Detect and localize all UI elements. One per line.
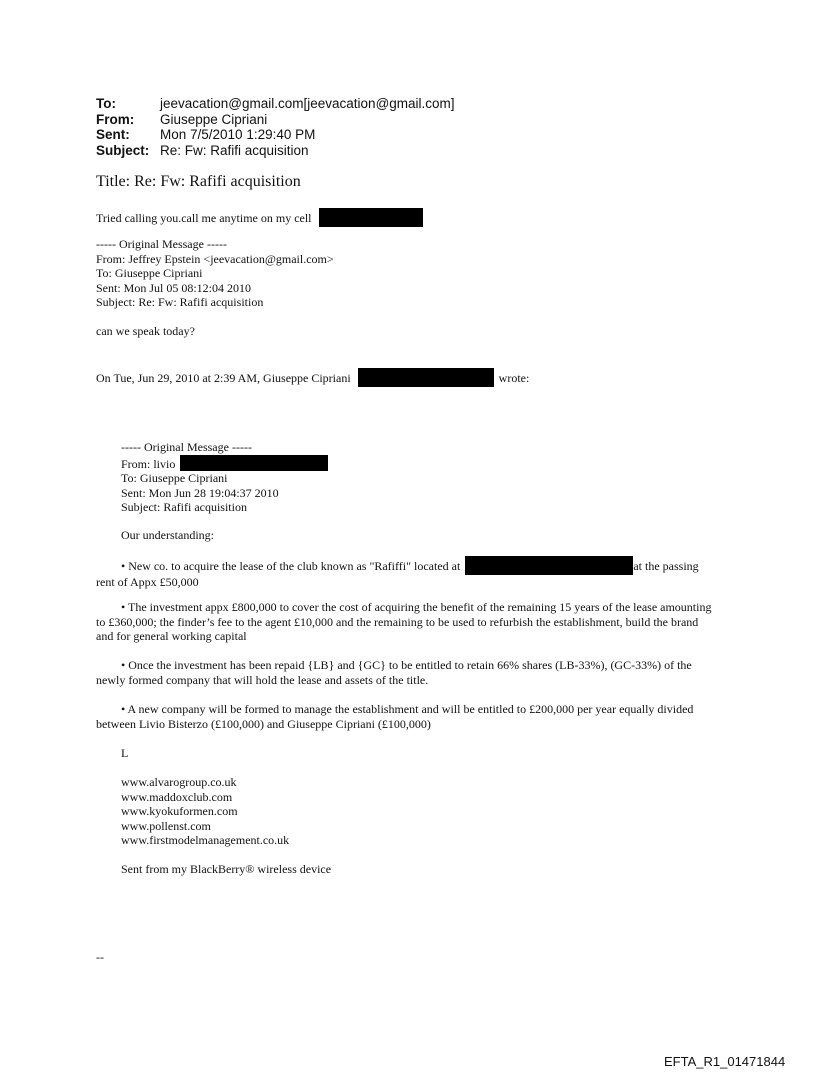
bullet-2: • The investment appx £800,000 to cover the cost of acquiring the benefit of the remaining 15 years of the lease amounting to £360,000; the finder’s fee to the agent £10,000 and the remaining to be used to refurbish the establishment, build the brand and for general working capital [96,600,712,644]
sent-label: Sent: [96,127,130,142]
from-value: Giuseppe Cipriani [160,111,268,127]
original-message-1 [96,237,334,310]
intro-text: Our understanding: [121,528,214,542]
device-signature: Sent from my BlackBerry® wireless device [121,862,332,876]
bullet-4: • A new company will be formed to manage the establishment and will be entitled to £200,000 per year equally divided between Livio Bisterzo (£100,000) and Giuseppe Cipriani (£100,000) [96,702,694,731]
to-label: To: [96,96,116,111]
link-item[interactable]: www.kyokuformen.com [121,804,238,819]
sent-row [96,127,455,143]
subject-value: Re: Fw: Rafifi acquisition [160,142,309,158]
subject-row [96,143,455,159]
original-message-2 [121,440,328,515]
redaction-box [180,455,328,471]
quote-before: On Tue, Jun 29, 2010 at 2:39 AM, Giuseppe Cipriani [96,371,351,385]
bullet-3: • Once the investment has been repaid {LB} and {GC} to be entitled to retain 66% shares (LB-33%), (GC-33%) of the newly formed company that will hold the lease and assets of the title. [96,658,692,687]
bullet-1-after: at the passing [633,559,699,573]
orig2-subject: Subject: Rafifi acquisition [121,500,247,515]
redaction-box [319,208,423,227]
link-item[interactable]: www.firstmodelmanagement.co.uk [121,833,290,848]
reply-body [96,208,423,227]
orig2-from: From: livio [121,456,176,471]
orig2-from-row [121,455,328,472]
link-item[interactable]: www.pollenst.com [121,818,211,833]
links-list [121,775,289,848]
email-header [96,96,455,158]
link-item[interactable]: www.alvarogroup.co.uk [121,775,237,789]
orig1-from: From: Jeffrey Epstein <jeevacation@gmail.com> [96,251,334,266]
subject-label: Subject: [96,142,150,158]
email-title: Title: Re: Fw: Rafifi acquisition [96,173,301,190]
sent-value: Mon 7/5/2010 1:29:40 PM [160,127,316,142]
quote-line [96,368,529,387]
bullet-1-text: • New co. to acquire the lease of the club known as "Rafiffi" located at [121,559,461,573]
dashes: -- [96,950,104,964]
from-row [96,112,455,128]
bates-number: EFTA_R1_01471844 [664,1054,786,1069]
from-label: From: [96,111,135,127]
divider: ----- Original Message ----- [96,237,227,251]
quote-after: wrote: [498,371,530,385]
to-value: jeevacation@gmail.com[jeevacation@gmail.com] [160,96,455,111]
signoff: L [121,746,129,760]
orig1-sent: Sent: Mon Jul 05 08:12:04 2010 [96,280,252,295]
bullet-1 [96,556,718,590]
orig2-sent: Sent: Mon Jun 28 19:04:37 2010 [121,485,279,500]
to-row [96,96,455,112]
bullet-1-line2: rent of Appx £50,000 [96,575,199,589]
orig2-to: To: Giuseppe Cipriani [121,471,228,486]
orig1-subject: Subject: Re: Fw: Rafifi acquisition [96,295,264,310]
link-item[interactable]: www.maddoxclub.com [121,789,233,804]
redaction-box [465,556,633,575]
orig1-to: To: Giuseppe Cipriani [96,266,203,281]
redaction-box [358,368,494,387]
divider: ----- Original Message ----- [121,440,252,454]
orig1-body: can we speak today? [96,324,195,338]
reply-text: Tried calling you.call me anytime on my cell [96,211,312,225]
